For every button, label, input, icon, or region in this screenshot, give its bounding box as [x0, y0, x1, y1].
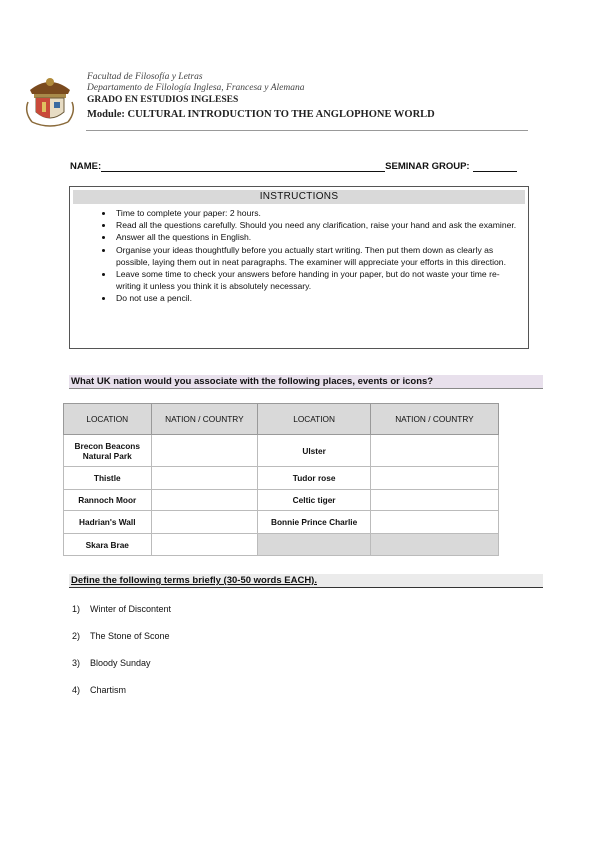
- list-item: [72, 658, 171, 685]
- module-label: Module:: [87, 109, 125, 120]
- name-label: NAME:: [70, 161, 102, 172]
- table-row: [64, 534, 499, 556]
- list-item: [72, 631, 171, 658]
- table-row: [64, 490, 499, 511]
- column-header: NATION / COUNTRY: [370, 404, 498, 435]
- term-text: The Stone of Scone: [90, 631, 170, 641]
- section1-heading: What UK nation would you associate with the following places, events or icons?: [69, 375, 543, 389]
- list-item: [72, 604, 171, 631]
- table-row: [64, 511, 499, 534]
- name-and-group-row: [70, 161, 530, 172]
- location-cell: Celtic tiger: [258, 490, 371, 511]
- instruction-item: • Leave some time to check your answers before handing in your paper, but do not waste your time re-writing it unless you think it is absolutely necessary.: [114, 268, 522, 292]
- answer-cell[interactable]: [370, 467, 498, 490]
- empty-cell: [258, 534, 371, 556]
- answer-cell[interactable]: [370, 511, 498, 534]
- module-name: CULTURAL INTRODUCTION TO THE ANGLOPHONE WORLD: [127, 109, 435, 120]
- answer-cell[interactable]: [370, 435, 498, 467]
- degree-name: GRADO EN ESTUDIOS INGLESES: [87, 95, 239, 105]
- location-cell: Brecon Beacons Natural Park: [64, 435, 152, 467]
- instruction-item: • Organise your ideas thoughtfully before you actually start writing. Then put them down as clearly as possible, laying them out in neat paragraphs. The examiner will appreciate your efforts in this direction.: [114, 244, 522, 268]
- empty-cell: [370, 534, 498, 556]
- university-crest-icon: [22, 72, 78, 128]
- term-number: 1): [72, 604, 81, 614]
- seminar-group-field[interactable]: [473, 161, 517, 172]
- header-divider: [86, 130, 528, 131]
- column-header: NATION / COUNTRY: [151, 404, 258, 435]
- location-cell: Bonnie Prince Charlie: [258, 511, 371, 534]
- column-header: LOCATION: [258, 404, 371, 435]
- name-field[interactable]: [101, 161, 385, 172]
- location-cell: Hadrian's Wall: [64, 511, 152, 534]
- document-header: [22, 70, 532, 132]
- answer-cell[interactable]: [151, 511, 258, 534]
- list-item: [72, 685, 171, 712]
- instructions-title: INSTRUCTIONS: [73, 190, 525, 204]
- answer-cell[interactable]: [151, 435, 258, 467]
- location-table: [63, 403, 499, 556]
- module-title: [87, 109, 435, 120]
- answer-cell[interactable]: [151, 467, 258, 490]
- instruction-item: • Read all the questions carefully. Should you need any clarification, raise your hand and ask the examiner.: [114, 219, 522, 231]
- answer-cell[interactable]: [370, 490, 498, 511]
- location-cell: Tudor rose: [258, 467, 371, 490]
- table-row: [64, 467, 499, 490]
- instruction-item: • Time to complete your paper: 2 hours.: [114, 207, 522, 219]
- term-text: Chartism: [90, 685, 127, 695]
- term-text: Bloody Sunday: [90, 658, 151, 668]
- location-cell: Thistle: [64, 467, 152, 490]
- seminar-group-label: SEMINAR GROUP:: [385, 161, 470, 172]
- answer-cell[interactable]: [151, 534, 258, 556]
- faculty-name: Facultad de Filosofía y Letras: [87, 72, 203, 82]
- section2-heading: Define the following terms briefly (30-50 words EACH).: [69, 574, 543, 588]
- term-text: Winter of Discontent: [90, 604, 172, 614]
- location-cell: Skara Brae: [64, 534, 152, 556]
- instruction-item: • Do not use a pencil.: [114, 292, 522, 304]
- column-header: LOCATION: [64, 404, 152, 435]
- table-header-row: [64, 404, 499, 435]
- instruction-item: • Answer all the questions in English.: [114, 231, 522, 243]
- term-number: 4): [72, 685, 81, 695]
- location-cell: Rannoch Moor: [64, 490, 152, 511]
- table-row: [64, 435, 499, 467]
- department-name: Departamento de Filología Inglesa, Francesa y Alemana: [87, 83, 305, 93]
- location-cell: Ulster: [258, 435, 371, 467]
- instructions-box: [69, 186, 529, 349]
- instructions-list: [100, 207, 522, 305]
- answer-cell[interactable]: [151, 490, 258, 511]
- terms-list: [72, 604, 171, 712]
- term-number: 3): [72, 658, 81, 668]
- term-number: 2): [72, 631, 81, 641]
